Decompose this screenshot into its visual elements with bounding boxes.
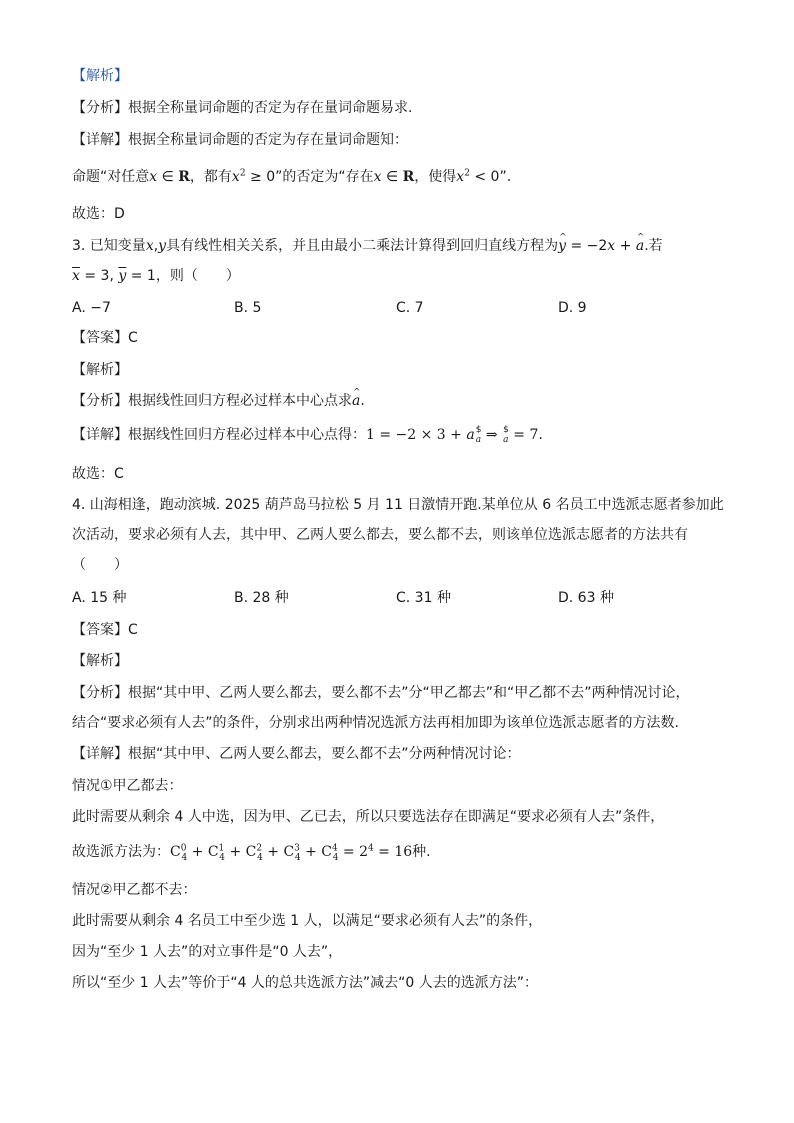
- q2-xiangjie: 【详解】根据全称量词命题的否定为存在量词命题知：: [72, 132, 408, 148]
- q2-proposition: 命题“对任意x ∈ R，都有$x^2 \ge 0$”的否定为“存在x ∈ R，使得$x^2 < 0$”.: [72, 168, 512, 185]
- q3-option-d: D. 9: [558, 300, 587, 316]
- q3-option-b: B. 5: [234, 300, 262, 316]
- q2-answer-choice: 故选：D: [72, 206, 125, 222]
- q3-option-a: A. −7: [72, 300, 111, 316]
- q4-case2-title: 情况②甲乙都不去：: [72, 882, 197, 898]
- q4-fenxi-line1: 【分析】根据“其中甲、乙两人要么都去，要么都不去”分“甲乙都去”和“甲乙都不去”两种情况讨论，: [72, 685, 690, 701]
- q4-option-d: D. 63 种: [558, 590, 614, 606]
- q4-stem-line2: 次活动，要求必须有人去，其中甲、乙两人要么都去，要么都不去，则该单位选派志愿者的方法共有: [72, 527, 688, 543]
- q3-xiangjie: 【详解】根据线性回归方程必过样本中心点得：1 = −2 × 3 + a $ a ⇒ $ a = 7.: [72, 425, 543, 445]
- q4-case2-text2: 因为“至少 1 人去”的对立事件是“0 人去”，: [72, 944, 343, 960]
- q2-jiexi-label: 【解析】: [72, 68, 128, 84]
- q4-answer: 【答案】C: [72, 622, 138, 638]
- q4-option-a: A. 15 种: [72, 590, 127, 606]
- q4-fenxi-line2: 结合“要求必须有人去”的条件，分别求出两种情况选派方法再相加即为该单位选派志愿者的方法数.: [72, 715, 679, 731]
- q4-case2-text1: 此时需要从剩余 4 名员工中至少选 1 人，以满足“要求必须有人去”的条件，: [72, 913, 543, 929]
- q3-answer-choice: 故选：C: [72, 466, 124, 482]
- q3-option-c: C. 7: [396, 300, 424, 316]
- q3-jiexi-label: 【解析】: [72, 362, 128, 378]
- q3-stem-line2: $\overline{x} = 3$, $\overline{y} = 1$，则（ ）: [72, 268, 240, 284]
- q3-stem-line1: 3. 已知变量x,y具有线性相关关系，并且由最小二乘法计算得到回归直线方程为^ y = −2x + ^ a.若: [72, 236, 663, 256]
- q4-stem-line1: 4. 山海相逢，跑动滨城. 2025 葫芦岛马拉松 5 月 11 日激情开跑.某单位从 6 名员工中选派志愿者参加此: [72, 497, 724, 513]
- q4-case1-calc: 故选派方法为：$C^0_4 + C^1_4 + C^2_4 + C^3_4 + C^4_4 = 2^4 = 16$种.: [72, 843, 431, 863]
- q4-case1-title: 情况①甲乙都去：: [72, 778, 183, 794]
- q4-case2-text3: 所以“至少 1 人去”等价于“4 人的总共选派方法”减去“0 人去的选派方法”：: [72, 975, 539, 991]
- q4-stem-line3: （ ）: [72, 557, 128, 573]
- q4-xiangjie: 【详解】根据“其中甲、乙两人要么都去，要么都不去”分两种情况讨论：: [72, 746, 521, 762]
- q3-answer: 【答案】C: [72, 330, 138, 346]
- q4-option-c: C. 31 种: [396, 590, 451, 606]
- q4-jiexi-label: 【解析】: [72, 653, 128, 669]
- q4-case1-text: 此时需要从剩余 4 人中选，因为甲、乙已去，所以只要选法存在即满足“要求必须有人去”条件，: [72, 809, 665, 825]
- q2-fenxi: 【分析】根据全称量词命题的否定为存在量词命题易求.: [72, 100, 413, 116]
- q3-fenxi: 【分析】根据线性回归方程必过样本中心点求^ a.: [72, 391, 365, 411]
- q4-option-b: B. 28 种: [234, 590, 289, 606]
